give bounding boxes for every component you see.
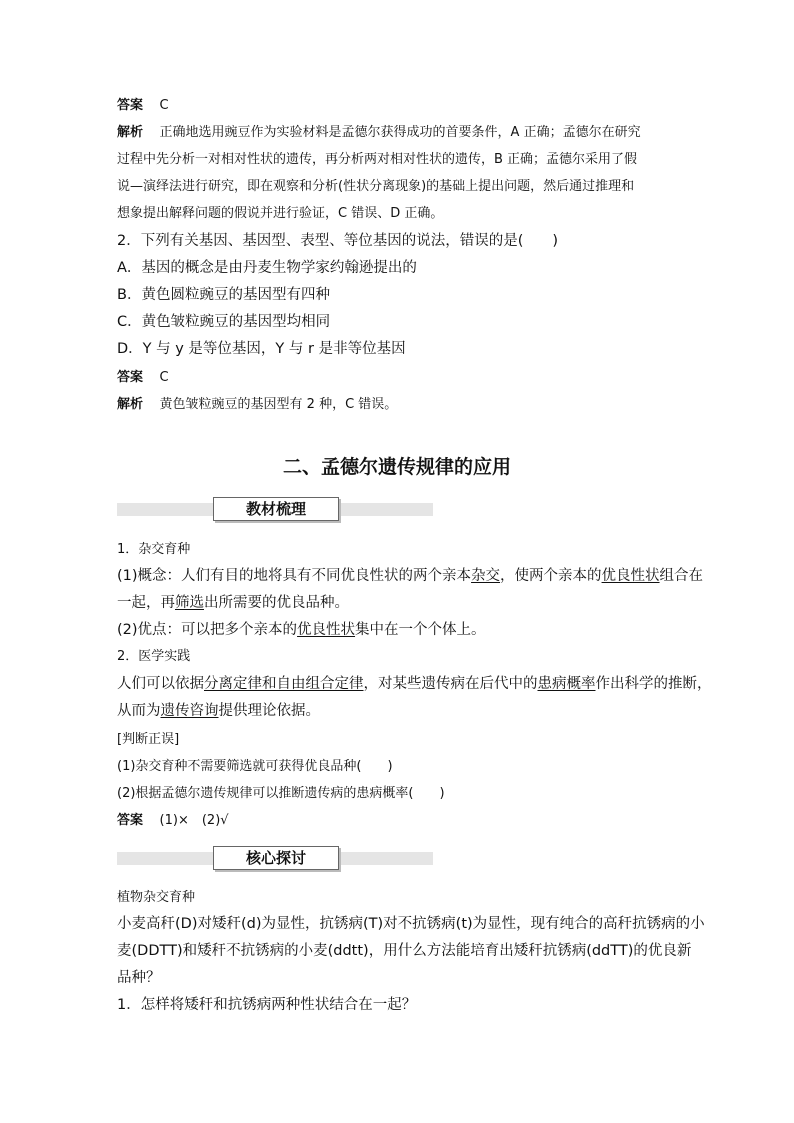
- text: 组合在: [659, 568, 704, 584]
- analysis-line: 想象提出解释问题的假说并进行验证，C 错误、D 正确。: [117, 206, 444, 221]
- text: 人们可以依据: [117, 676, 204, 692]
- answer-value: C: [159, 98, 169, 113]
- analysis-line-2: [117, 395, 397, 415]
- text: (2)优点：可以把多个亲本的: [117, 622, 298, 638]
- scenario-line: 品种？: [117, 970, 161, 986]
- scenario-line: 小麦高秆(D)对矮秆(d)为显性，抗锈病(T)对不抗锈病(t)为显性，现有纯合的高秆抗锈病的小: [117, 916, 705, 932]
- judge-answer: [117, 811, 229, 831]
- judge-item-1: (1)杂交育种不需要筛选就可获得优良品种( ): [117, 759, 393, 774]
- heading-medical-practice: 2．医学实践: [117, 649, 191, 664]
- option-d: D．Y 与 y 是等位基因，Y 与 r 是非等位基因: [117, 341, 406, 357]
- analysis-label: 解析: [117, 397, 144, 412]
- underlined-term: 杂交: [471, 568, 501, 584]
- underlined-term: 优良性状: [297, 622, 356, 638]
- answer-label: 答案: [117, 813, 144, 828]
- banner-label: 教材梳理: [213, 497, 339, 521]
- text: 出所需要的优良品种。: [204, 595, 349, 611]
- option-c: C．黄色皱粒豌豆的基因型均相同: [117, 314, 331, 330]
- concept-line: [117, 593, 349, 613]
- analysis-text: 正确地选用豌豆作为实验材料是孟德尔获得成功的首要条件，A 正确；孟德尔在研究: [159, 125, 641, 140]
- answer-label: 答案: [117, 98, 144, 113]
- judge-item-2: (2)根据孟德尔遗传规律可以推断遗传病的患病概率( ): [117, 786, 445, 801]
- concept-line: [117, 566, 703, 586]
- option-a: A．基因的概念是由丹麦生物学家约翰逊提出的: [117, 260, 417, 276]
- answer-value: C: [159, 370, 169, 385]
- text: 提供理论依据。: [218, 703, 320, 719]
- underlined-term: 分离定律和自由组合定律: [204, 676, 364, 692]
- underlined-term: 优良性状: [601, 568, 660, 584]
- medical-line: [117, 674, 712, 694]
- text: ，使两个亲本的: [500, 568, 602, 584]
- option-b: B．黄色圆粒豌豆的基因型有四种: [117, 287, 330, 303]
- text: 从而为: [117, 703, 161, 719]
- question-1: 1．怎样将矮秆和抗锈病两种性状结合在一起？: [117, 997, 417, 1013]
- underlined-term: 患病概率: [537, 676, 596, 692]
- banner-label: 核心探讨: [213, 846, 339, 870]
- text: (1)概念：人们有目的地将具有不同优良性状的两个亲本: [117, 568, 472, 584]
- judge-heading: [判断正误]: [117, 732, 180, 747]
- advantage-line: [117, 620, 486, 640]
- analysis-line: [117, 123, 641, 143]
- heading-plant-breeding: 植物杂交育种: [117, 890, 196, 905]
- analysis-text: 黄色皱粒豌豆的基因型有 2 种，C 错误。: [159, 397, 398, 412]
- answer-line-1: [117, 96, 169, 116]
- scenario-line: 麦(DDTT)和矮秆不抗锈病的小麦(ddtt)，用什么方法能培育出矮秆抗锈病(ddTT)的优良新: [117, 943, 692, 959]
- answer-line-2: [117, 368, 169, 388]
- section-banner-textbook: [117, 500, 433, 518]
- text: 集中在一个个体上。: [355, 622, 486, 638]
- underlined-term: 遗传咨询: [160, 703, 219, 719]
- heading-hybrid-breeding: 1．杂交育种: [117, 542, 191, 557]
- text: 一起，再: [117, 595, 175, 611]
- answer-label: 答案: [117, 370, 144, 385]
- section-banner-core: [117, 849, 433, 867]
- question-stem: 2．下列有关基因、基因型、表型、等位基因的说法，错误的是( ): [117, 233, 559, 249]
- text: 作出科学的推断，: [595, 676, 712, 692]
- analysis-line: 说—演绎法进行研究，即在观察和分析(性状分离现象)的基础上提出问题，然后通过推理和: [117, 179, 635, 194]
- medical-line: [117, 701, 320, 721]
- analysis-line: 过程中先分析一对相对性状的遗传，再分析两对相对性状的遗传，B 正确；孟德尔采用了假: [117, 152, 638, 167]
- answer-value: (1)× (2)√: [159, 813, 229, 828]
- text: ，对某些遗传病在后代中的: [363, 676, 538, 692]
- underlined-term: 筛选: [175, 595, 204, 611]
- section-title: 二、孟德尔遗传规律的应用: [282, 456, 511, 478]
- analysis-label: 解析: [117, 125, 144, 140]
